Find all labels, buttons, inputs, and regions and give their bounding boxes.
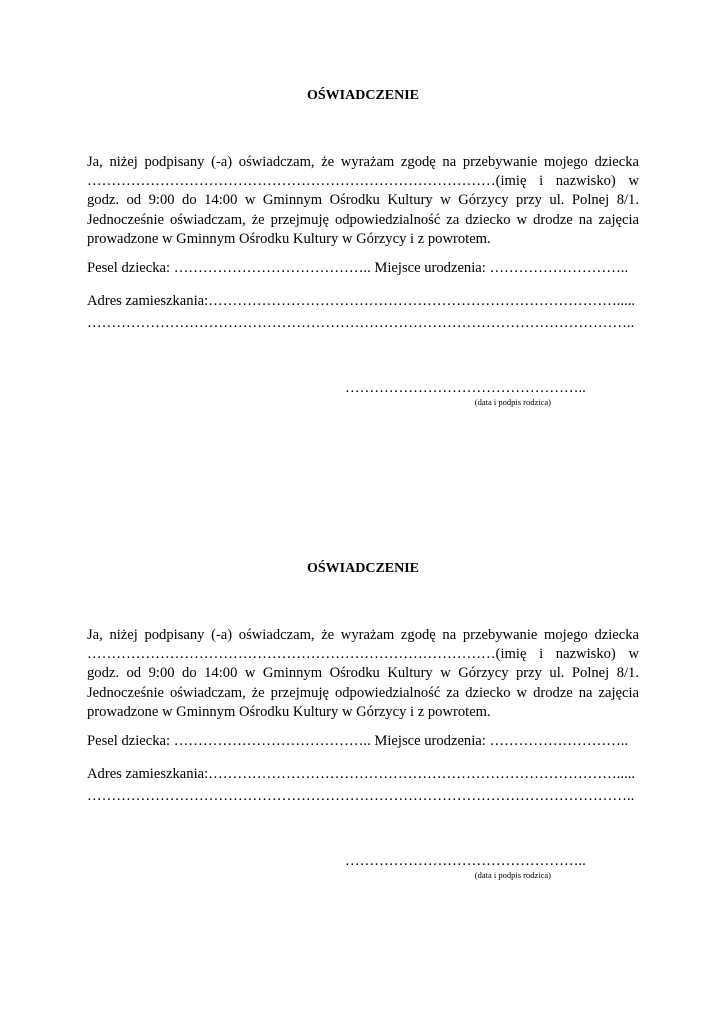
address-continuation-line: ………………………………………………………………………………………………….. — [87, 315, 635, 332]
declaration-paragraph — [87, 153, 639, 249]
signature-line: ………………………………………….. — [345, 379, 586, 396]
form-title: OŚWIADCZENIE — [306, 88, 420, 103]
consent-statement: Ja, niżej podpisany (-a) oświadczam, że wyrażam zgodę na przebywanie mojego dziecka …………………………………………………………………………(imię i nazwisko) w godz. od 9:00 do 14:00 w Gminnym Ośrodku Kultury w Górzycy przy ul. Polnej 8/1. — [87, 154, 639, 209]
signature-block — [345, 380, 605, 407]
declaration-form — [87, 560, 639, 880]
address-continuation-line: ………………………………………………………………………………………………….. — [87, 788, 635, 805]
consent-statement: Ja, niżej podpisany (-a) oświadczam, że wyrażam zgodę na przebywanie mojego dziecka …………………………………………………………………………(imię i nazwisko) w godz. od 9:00 do 14:00 w Gminnym Ośrodku Kultury w Górzycy przy ul. Polnej 8/1. — [87, 627, 639, 682]
address-line: Adres zamieszkania:…………………………………………………………………………..... — [87, 766, 636, 783]
signature-block — [345, 853, 605, 880]
signature-label: (data i podpis rodzica) — [474, 869, 551, 880]
signature-label: (data i podpis rodzica) — [474, 396, 551, 407]
responsibility-statement: Jednocześnie oświadczam, że przejmuję odpowiedzialność za dziecko w drodze na zajęcia prowadzone w Gminnym Ośrodku Kultury w Górzycy i z powrotem. — [87, 211, 639, 247]
declaration-paragraph — [87, 626, 639, 722]
pesel-birthplace-line: Pesel dziecka: ………………………………….. Miejsce urodzenia: ……………………….. — [87, 260, 629, 277]
form-title: OŚWIADCZENIE — [306, 561, 420, 576]
address-line: Adres zamieszkania:…………………………………………………………………………..... — [87, 293, 636, 310]
declaration-form — [87, 87, 639, 407]
pesel-birthplace-line: Pesel dziecka: ………………………………….. Miejsce urodzenia: ……………………….. — [87, 733, 629, 750]
responsibility-statement: Jednocześnie oświadczam, że przejmuję odpowiedzialność za dziecko w drodze na zajęcia prowadzone w Gminnym Ośrodku Kultury w Górzycy i z powrotem. — [87, 684, 639, 720]
signature-line: ………………………………………….. — [345, 852, 586, 869]
